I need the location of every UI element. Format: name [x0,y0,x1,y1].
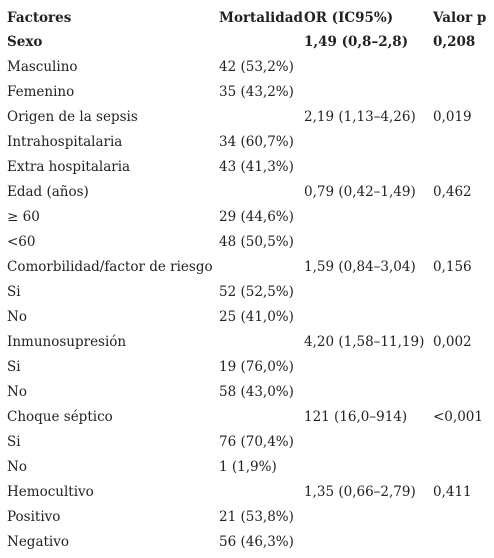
row-factor-cell: Si [7,359,21,375]
header-or-ic95: OR (IC95%) [304,10,394,26]
table-row [0,405,494,430]
row-p-value-cell: 0,156 [433,259,472,275]
row-mortalidad-cell: 76 (70,4%) [219,434,294,450]
row-factor-cell: No [7,384,27,400]
row-factor-cell: Extra hospitalaria [7,159,131,175]
table-row [0,180,494,205]
row-or-cell: 1,35 (0,66–2,79) [304,484,416,500]
row-factor-cell: Inmunosupresión [7,334,127,350]
row-mortalidad-cell: 1 (1,9%) [219,459,277,475]
row-mortalidad-cell: 48 (50,5%) [219,234,294,250]
table-row [0,280,494,305]
row-factor-cell: No [7,309,27,325]
row-factor-cell: Si [7,434,21,450]
row-mortalidad-cell: 56 (46,3%) [219,534,294,550]
row-factor-cell: Masculino [7,59,78,75]
row-factor-cell: Si [7,284,21,300]
table-row [0,330,494,355]
table-row [0,55,494,80]
table-row [0,505,494,530]
table-row [0,305,494,330]
table-row [0,355,494,380]
row-factor-cell: Comorbilidad/factor de riesgo [7,259,213,275]
row-or-cell: 1,49 (0,8–2,8) [304,34,409,50]
row-or-cell: 1,59 (0,84–3,04) [304,259,416,275]
header-valor-p: Valor p [433,10,487,26]
row-factor-cell: No [7,459,27,475]
row-factor-cell: Choque séptico [7,409,113,425]
header-mortalidad: Mortalidad [219,10,303,26]
table-row [0,205,494,230]
row-factor-cell: Hemocultivo [7,484,94,500]
row-factor-cell: Intrahospitalaria [7,134,123,150]
table-header-row [0,6,494,30]
row-mortalidad-cell: 35 (43,2%) [219,84,294,100]
table-row [0,230,494,255]
row-or-cell: 0,79 (0,42–1,49) [304,184,416,200]
row-mortalidad-cell: 58 (43,0%) [219,384,294,400]
header-factores: Factores [7,10,72,26]
table-row [0,480,494,505]
table-row [0,455,494,480]
table-row [0,530,494,555]
row-mortalidad-cell: 21 (53,8%) [219,509,294,525]
table-row [0,380,494,405]
table-row [0,155,494,180]
row-mortalidad-cell: 29 (44,6%) [219,209,294,225]
row-mortalidad-cell: 42 (53,2%) [219,59,294,75]
table-row [0,130,494,155]
row-mortalidad-cell: 52 (52,5%) [219,284,294,300]
row-factor-cell: ≥ 60 [7,209,40,225]
row-factor-cell: Femenino [7,84,75,100]
row-factor-cell: Positivo [7,509,61,525]
row-or-cell: 121 (16,0–914) [304,409,408,425]
row-p-value-cell: <0,001 [433,409,483,425]
table-row [0,255,494,280]
row-or-cell: 4,20 (1,58–11,19) [304,334,425,350]
table-row [0,80,494,105]
mortality-factors-table [0,6,494,555]
row-factor-cell: Negativo [7,534,69,550]
table-body [0,30,494,555]
row-factor-cell: <60 [7,234,36,250]
row-mortalidad-cell: 43 (41,3%) [219,159,294,175]
row-or-cell: 2,19 (1,13–4,26) [304,109,416,125]
table-row [0,105,494,130]
row-factor-cell: Edad (años) [7,184,89,200]
row-mortalidad-cell: 19 (76,0%) [219,359,294,375]
row-factor-cell: Sexo [7,34,43,50]
row-mortalidad-cell: 34 (60,7%) [219,134,294,150]
table-row [0,30,494,55]
row-factor-cell: Origen de la sepsis [7,109,138,125]
row-p-value-cell: 0,208 [433,34,476,50]
row-p-value-cell: 0,462 [433,184,472,200]
row-p-value-cell: 0,002 [433,334,472,350]
row-mortalidad-cell: 25 (41,0%) [219,309,294,325]
row-p-value-cell: 0,019 [433,109,472,125]
table-row [0,430,494,455]
row-p-value-cell: 0,411 [433,484,472,500]
